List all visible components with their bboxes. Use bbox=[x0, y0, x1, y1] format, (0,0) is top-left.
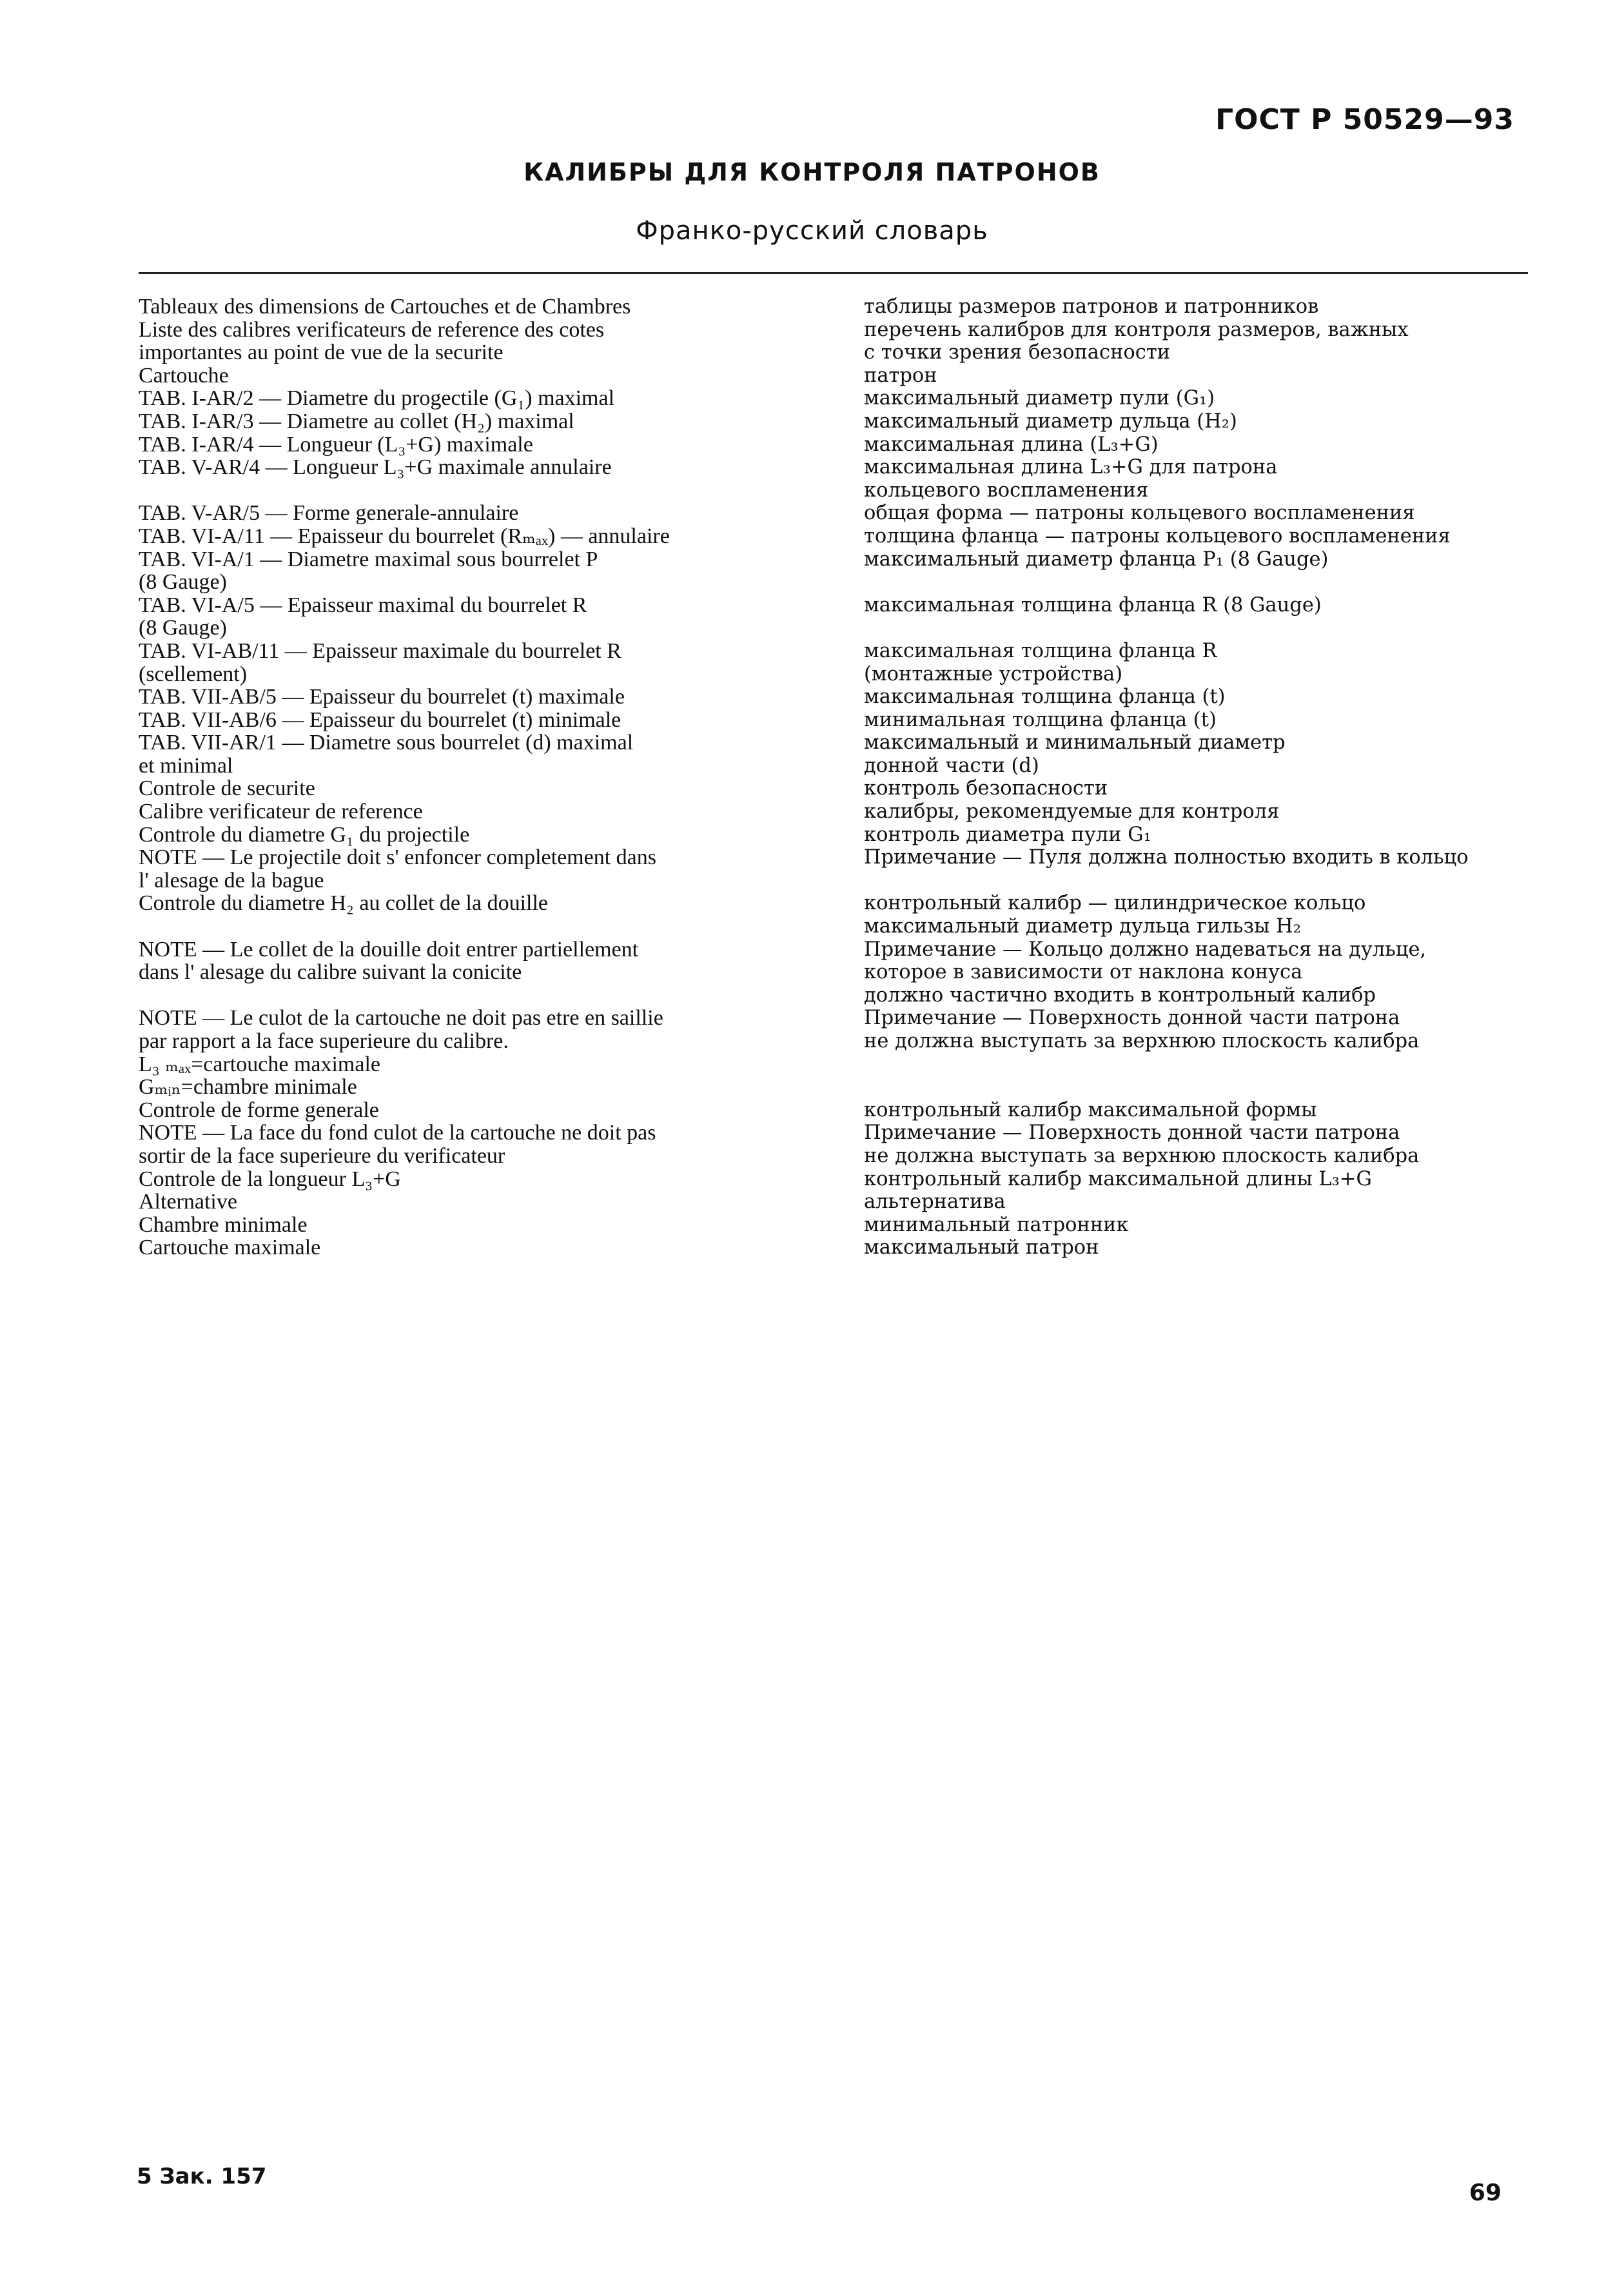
page-subtitle: Франко-русский словарь bbox=[636, 216, 988, 246]
russian-term-line: максимальная толщина фланца R bbox=[864, 639, 1217, 662]
russian-term-line: контроль безопасности bbox=[864, 777, 1108, 800]
russian-term-line: которое в зависимости от наклона конуса bbox=[864, 961, 1303, 984]
french-term-line: Tableaux des dimensions de Cartouches et de Chambres bbox=[139, 295, 631, 319]
french-term-line: TAB. VII-AB/6 — Epaisseur du bourrelet (t) minimale bbox=[139, 707, 621, 732]
blank-line bbox=[139, 915, 799, 938]
french-term-line: TAB. VI-A/11 — Epaisseur du bourrelet (Rₘₐₓ) — annulaire bbox=[139, 524, 670, 548]
french-term-line: Controle de forme generale bbox=[139, 1098, 379, 1122]
russian-term-line: максимальный диаметр фланца P₁ (8 Gauge) bbox=[864, 548, 1329, 571]
russian-term-line: донной части (d) bbox=[864, 754, 1039, 777]
french-term-line: Controle du diametre H₂ au collet de la douille bbox=[139, 891, 548, 916]
header-divider bbox=[139, 272, 1528, 274]
russian-term-line: Примечание — Кольцо должно надеваться на дульце, bbox=[864, 938, 1427, 961]
french-term-line: importantes au point de vue de la securite bbox=[139, 340, 504, 365]
russian-term-line: Примечание — Поверхность донной части патрона bbox=[864, 1121, 1400, 1145]
russian-term-line: минимальная толщина фланца (t) bbox=[864, 708, 1217, 731]
blank-line bbox=[864, 1053, 1560, 1076]
russian-terms-column bbox=[864, 295, 1560, 1259]
french-term-line: L₃ ₘₐₓ=cartouche maximale bbox=[139, 1052, 380, 1076]
russian-term-line: кольцевого воспламенения bbox=[864, 478, 1149, 502]
french-term-line: Controle de securite bbox=[139, 776, 315, 801]
order-note: 5 Зак. 157 bbox=[137, 2164, 267, 2189]
russian-term-line: перечень калибров для контроля размеров, важных bbox=[864, 318, 1409, 341]
russian-term-line: максимальная толщина фланца (t) bbox=[864, 686, 1226, 709]
french-term-line: TAB. VI-A/1 — Diametre maximal sous bourrelet P bbox=[139, 547, 598, 571]
french-term-line: Cartouche maximale bbox=[139, 1236, 321, 1260]
french-term-line: TAB. I-AR/4 — Longueur (L₃+G) maximale bbox=[139, 432, 533, 457]
french-term-line: TAB. VI-AB/11 — Epaisseur maximale du bourrelet R bbox=[139, 638, 621, 663]
russian-term-line: не должна выступать за верхнюю плоскость калибра bbox=[864, 1030, 1420, 1052]
standard-code: ГОСТ Р 50529—93 bbox=[1215, 103, 1514, 136]
russian-term-line: патрон bbox=[864, 364, 937, 387]
french-term-line: TAB. VI-A/5 — Epaisseur maximal du bourrelet R bbox=[139, 593, 587, 617]
russian-term-line: максимальный диаметр дульца гильзы H₂ bbox=[864, 915, 1301, 938]
french-term-line: Controle du diametre G₁ du projectile bbox=[139, 822, 470, 847]
french-term-line: NOTE — La face du fond culot de la cartouche ne doit pas bbox=[139, 1121, 656, 1145]
russian-term-line: калибры, рекомендуемые для контроля bbox=[864, 800, 1280, 824]
russian-term-line: (монтажные устройства) bbox=[864, 662, 1123, 686]
russian-term-line: общая форма — патроны кольцевого воспламенения bbox=[864, 502, 1415, 525]
french-term-line: l' alesage de la bague bbox=[139, 868, 324, 893]
french-term-line: sortir de la face superieure du verificateur bbox=[139, 1143, 505, 1168]
russian-term-line: контрольный калибр — цилиндрическое кольцо bbox=[864, 892, 1366, 915]
french-term-line: et minimal bbox=[139, 753, 233, 778]
french-term-line: dans l' alesage du calibre suivant la conicite bbox=[139, 960, 522, 985]
blank-line bbox=[864, 1076, 1560, 1099]
russian-term-line: максимальная длина L₃+G для патрона bbox=[864, 456, 1278, 479]
blank-line bbox=[864, 869, 1560, 893]
french-term-line: (8 Gauge) bbox=[139, 570, 227, 595]
page-number: 69 bbox=[1469, 2180, 1502, 2206]
french-term-line: NOTE — Le collet de la douille doit entrer partiellement bbox=[139, 937, 639, 962]
french-term-line: Controle de la longueur L₃+G bbox=[139, 1167, 401, 1191]
russian-term-line: контрольный калибр максимальной длины L₃+G bbox=[864, 1167, 1372, 1190]
russian-term-line: толщина фланца — патроны кольцевого воспламенения bbox=[864, 524, 1451, 548]
russian-term-line: максимальный и минимальный диаметр bbox=[864, 731, 1286, 755]
russian-term-line: Примечание — Поверхность донной части патрона bbox=[864, 1007, 1400, 1030]
blank-line bbox=[139, 984, 799, 1007]
blank-line bbox=[139, 479, 799, 502]
russian-term-line: таблицы размеров патронов и патронников bbox=[864, 295, 1319, 318]
french-term-line: TAB. V-AR/4 — Longueur L₃+G maximale annulaire bbox=[139, 455, 612, 480]
french-term-line: NOTE — Le culot de la cartouche ne doit pas etre en saillie bbox=[139, 1006, 663, 1031]
blank-line bbox=[864, 571, 1560, 594]
french-terms-column bbox=[139, 295, 799, 1259]
russian-term-line: максимальная длина (L₃+G) bbox=[864, 433, 1159, 456]
russian-term-line: максимальная толщина фланца R (8 Gauge) bbox=[864, 593, 1322, 617]
french-term-line: Alternative bbox=[139, 1190, 237, 1214]
french-term-line: par rapport a la face superieure du calibre. bbox=[139, 1029, 509, 1053]
russian-term-line: контрольный калибр максимальной формы bbox=[864, 1098, 1317, 1121]
russian-term-line: должно частично входить в контрольный калибр bbox=[864, 983, 1376, 1007]
french-term-line: Calibre verificateur de reference bbox=[139, 800, 423, 824]
russian-term-line: не должна выступать за верхнюю плоскость калибра bbox=[864, 1144, 1420, 1167]
russian-term-line: максимальный диаметр пули (G₁) bbox=[864, 387, 1215, 410]
french-term-line: Liste des calibres verificateurs de reference des cotes bbox=[139, 317, 605, 342]
russian-term-line: альтернатива bbox=[864, 1190, 1006, 1214]
french-term-line: TAB. I-AR/3 — Diametre au collet (H₂) maximal bbox=[139, 409, 574, 433]
french-term-line: TAB. VII-AR/1 — Diametre sous bourrelet (d) maximal bbox=[139, 731, 634, 755]
russian-term-line: контроль диаметра пули G₁ bbox=[864, 823, 1151, 846]
russian-term-line: с точки зрения безопасности bbox=[864, 341, 1171, 364]
french-term-line: Cartouche bbox=[139, 363, 229, 388]
french-term-line: TAB. I-AR/2 — Diametre du progectile (G₁) maximal bbox=[139, 386, 615, 411]
page-title: КАЛИБРЫ ДЛЯ КОНТРОЛЯ ПАТРОНОВ bbox=[523, 158, 1101, 186]
french-term-line: (8 Gauge) bbox=[139, 616, 227, 640]
russian-term-line: максимальный патрон bbox=[864, 1236, 1099, 1259]
blank-line bbox=[864, 617, 1560, 640]
french-term-line: Chambre minimale bbox=[139, 1212, 308, 1237]
french-term-line: NOTE — Le projectile doit s' enfoncer completement dans bbox=[139, 845, 656, 870]
russian-term-line: минимальный патронник bbox=[864, 1213, 1129, 1236]
french-term-line: Gₘᵢₙ=chambre minimale bbox=[139, 1075, 357, 1100]
russian-term-line: максимальный диаметр дульца (H₂) bbox=[864, 409, 1237, 433]
french-term-line: (scellement) bbox=[139, 662, 248, 686]
french-term-line: TAB. VII-AB/5 — Epaisseur du bourrelet (t) maximale bbox=[139, 685, 625, 709]
french-term-line: TAB. V-AR/5 — Forme generale-annulaire bbox=[139, 501, 519, 526]
russian-term-line: Примечание — Пуля должна полностью входить в кольцо bbox=[864, 846, 1469, 869]
